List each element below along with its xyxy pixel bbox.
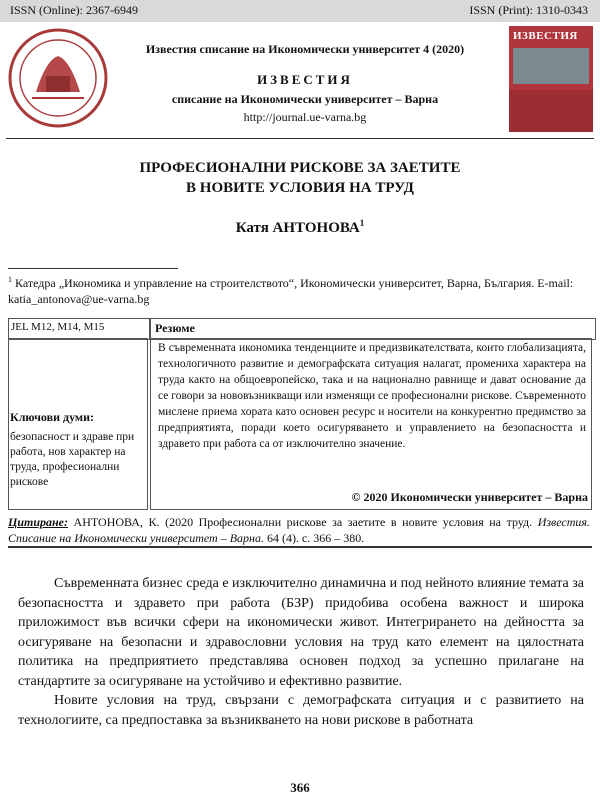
author-text: Катя АНТОНОВА [235,220,360,236]
body-paragraph-2: Новите условия на труд, свързани с демографската ситуация и с развитието на технологиите, са предпоставка за възникването на нови рискове в работната [18,693,584,728]
footnote-mark: 1 [8,275,12,284]
author-name [0,218,600,237]
keywords-heading: Ключови думи: [10,410,95,424]
author-footnote-mark: 1 [359,218,365,228]
header-divider [6,138,594,139]
article-title [0,158,600,198]
keywords-list: безопасност и здраве при работа, нов характер на труда, професионални рискове [10,431,135,488]
page-number: 366 [290,780,310,795]
cover-band [509,90,593,132]
citation-text-b: 64 (4). с. 366 – 380. [263,531,365,545]
title-line-2: В НОВИТЕ УСЛОВИЯ НА ТРУД [186,180,414,196]
journal-url[interactable]: http://journal.ue-varna.bg [243,110,367,124]
title-line-1: ПРОФЕСИОНАЛНИ РИСКОВЕ ЗА ЗАЕТИТЕ [139,160,461,176]
cover-image [513,48,589,84]
jel-codes: JEL M12, M14, M15 [8,318,150,340]
citation [8,514,590,546]
journal-issue-line: Известия списание на Икономически университет 4 (2020) [145,42,465,56]
abstract-text: В съвременната икономика тенденциите и предизвикателствата, които глобализацията, технологичното развитие и демографската ситуация налагат, промениха характера на труда както на общоевропейско, така и на национално равнище и дават основание да се говори за нововъзникващи или изменящи се професионални рискове. Съвременното мислене приема хората като основен ресурс и носители на конкурентно предимство за предприятията, поради което осигуряването и управлението на безопасността и здравето при работа са от изключително значение. [158,342,586,450]
university-logo-icon [6,26,110,130]
citation-divider [8,546,592,548]
body-text [18,574,584,730]
abstract-heading: Резюме [150,318,596,340]
citation-journal: Известия. Списание на Икономически университет – Варна. [8,515,590,545]
copyright: © 2020 Икономически университет – Варна [351,490,588,504]
citation-label: Цитиране: [8,515,68,529]
footnote-text: Катедра „Икономика и управление на строителството“, Икономически университет, Варна, България. E-mail: katia_antonova@ue-varna.bg [8,276,574,306]
cover-title: ИЗВЕСТИЯ [513,30,578,42]
journal-cover [509,26,593,132]
citation-text-a: АНТОНОВА, К. (2020 Професионални рискове за заетите в новите условия на труд. [68,515,538,529]
footnote-rule [8,268,178,269]
issn-print: ISSN (Print): 1310-0343 [469,3,588,17]
issn-online: ISSN (Online): 2367-6949 [10,3,138,17]
body-paragraph-1: Съвременната бизнес среда е изключително динамична и под нейното влияние темата за безопасността и здравето при работа (БЗР) придобива особена важност и широка приложимост във всички сфери на икономически живот. Интегрирането на дейността за осигуряване на безопасни и здравословни условия на труд като елемент на цялостната политика на предприятието представлява основен подход за успешно прилагане на стандартите за осигуряване на устойчиво и ефективно развитие. [18,576,584,689]
journal-subtitle: списание на Икономически университет – Варна [171,92,439,106]
journal-name: ИЗВЕСТИЯ [257,72,353,87]
author-footnote [8,272,593,307]
